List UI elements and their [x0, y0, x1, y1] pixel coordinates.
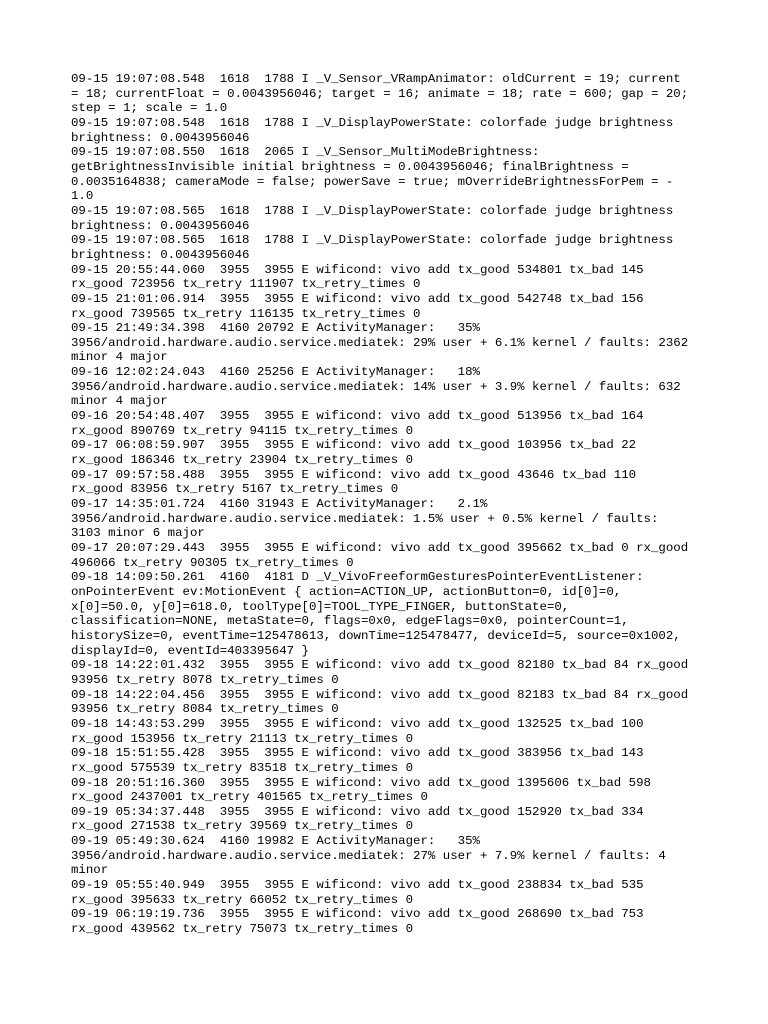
log-line: 496066 tx_retry 90305 tx_retry_times 0 — [71, 555, 354, 570]
log-line: 09-15 19:07:08.548 1618 1788 I _V_Sensor_VRampAnimator: oldCurrent = 19; current — [71, 72, 681, 86]
log-line: 09-15 20:55:44.060 3955 3955 E wificond: vivo add tx_good 534801 tx_bad 145 — [71, 262, 644, 277]
log-line: 09-15 21:49:34.398 4160 20792 E ActivityManager: 35% — [71, 321, 480, 336]
log-line: 09-17 09:57:58.488 3955 3955 E wificond: vivo add tx_good 43646 tx_bad 110 — [71, 467, 637, 482]
log-line: 93956 tx_retry 8084 tx_retry_times 0 — [71, 702, 339, 717]
log-line: rx_good 271538 tx_retry 39569 tx_retry_times 0 — [71, 819, 414, 834]
log-line: 09-19 06:19:19.736 3955 3955 E wificond: vivo add tx_good 268690 tx_bad 753 — [71, 907, 644, 922]
log-line: rx_good 890769 tx_retry 94115 tx_retry_times 0 — [71, 423, 414, 438]
log-line: rx_good 739565 tx_retry 116135 tx_retry_times 0 — [71, 306, 421, 321]
log-line: onPointerEvent ev:MotionEvent { action=ACTION_UP, actionButton=0, id[0]=0, — [71, 584, 622, 599]
log-line: 09-16 12:02:24.043 4160 25256 E ActivityManager: 18% — [71, 365, 480, 380]
log-line: minor 4 major — [71, 350, 168, 365]
log-text-document — [71, 72, 711, 937]
log-line: rx_good 439562 tx_retry 75073 tx_retry_times 0 — [71, 922, 414, 937]
log-line: brightness: 0.0043956046 — [71, 247, 250, 262]
log-line: 09-18 20:51:16.360 3955 3955 E wificond: vivo add tx_good 1395606 tx_bad 598 — [71, 775, 651, 790]
log-line: 3956/android.hardware.audio.service.mediatek: 29% user + 6.1% kernel / faults: 2362 — [71, 335, 689, 350]
log-line: 09-19 05:34:37.448 3955 3955 E wificond: vivo add tx_good 152920 tx_bad 334 — [71, 804, 644, 819]
log-line: 09-18 14:43:53.299 3955 3955 E wificond: vivo add tx_good 132525 tx_bad 100 — [71, 716, 644, 731]
log-line: 3956/android.hardware.audio.service.mediatek: 14% user + 3.9% kernel / faults: 632 — [71, 379, 681, 394]
log-line: = 18; currentFloat = 0.0043956046; target = 16; animate = 18; rate = 600; gap = 20; — [71, 86, 689, 101]
log-line: rx_good 186346 tx_retry 23904 tx_retry_times 0 — [71, 453, 414, 468]
log-line: 3103 minor 6 major — [71, 526, 205, 541]
log-line: rx_good 575539 tx_retry 83518 tx_retry_times 0 — [71, 760, 414, 775]
log-line: brightness: 0.0043956046 — [71, 218, 250, 233]
log-line: 09-19 05:49:30.624 4160 19982 E ActivityManager: 35% — [71, 834, 480, 849]
log-line: step = 1; scale = 1.0 — [71, 101, 228, 116]
log-line: minor 4 major — [71, 394, 168, 409]
log-line: 3956/android.hardware.audio.service.mediatek: 1.5% user + 0.5% kernel / faults: — [71, 511, 659, 526]
log-line: 0.0035164838; cameraMode = false; powerSave = true; mOverrideBrightnessForPem = - — [71, 174, 674, 189]
log-line: getBrightnessInvisible initial brightness = 0.0043956046; finalBrightness = — [71, 159, 629, 174]
log-line: 09-15 19:07:08.548 1618 1788 I _V_DisplayPowerState: colorfade judge brightness — [71, 115, 674, 130]
log-line: rx_good 83956 tx_retry 5167 tx_retry_times 0 — [71, 482, 399, 497]
log-line: 09-15 21:01:06.914 3955 3955 E wificond: vivo add tx_good 542748 tx_bad 156 — [71, 291, 644, 306]
log-line: 09-19 05:55:40.949 3955 3955 E wificond: vivo add tx_good 238834 tx_bad 535 — [71, 878, 644, 893]
log-line: rx_good 395633 tx_retry 66052 tx_retry_times 0 — [71, 892, 414, 907]
log-line: 09-18 15:51:55.428 3955 3955 E wificond: vivo add tx_good 383956 tx_bad 143 — [71, 746, 644, 761]
log-line: 1.0 — [71, 189, 94, 204]
log-line: brightness: 0.0043956046 — [71, 130, 250, 145]
log-line: 3956/android.hardware.audio.service.mediatek: 27% user + 7.9% kernel / faults: 4 — [71, 848, 666, 863]
log-line: minor — [71, 863, 109, 878]
log-line: displayId=0, eventId=403395647 } — [71, 643, 309, 658]
log-line: rx_good 153956 tx_retry 21113 tx_retry_times 0 — [71, 731, 414, 746]
log-line: 09-15 19:07:08.565 1618 1788 I _V_DisplayPowerState: colorfade judge brightness — [71, 233, 674, 248]
log-line: 09-18 14:22:01.432 3955 3955 E wificond: vivo add tx_good 82180 tx_bad 84 rx_good — [71, 658, 689, 673]
log-line: 09-15 19:07:08.565 1618 1788 I _V_DisplayPowerState: colorfade judge brightness — [71, 203, 674, 218]
log-line: 09-18 14:09:50.261 4160 4181 D _V_VivoFreeformGesturesPointerEventListener: — [71, 570, 644, 585]
log-line: 09-17 20:07:29.443 3955 3955 E wificond: vivo add tx_good 395662 tx_bad 0 rx_good — [71, 541, 689, 555]
log-line: 09-15 19:07:08.550 1618 2065 I _V_Sensor_MultiModeBrightness: — [71, 145, 540, 160]
log-line: 09-17 14:35:01.724 4160 31943 E ActivityManager: 2.1% — [71, 497, 488, 512]
log-line: 09-16 20:54:48.407 3955 3955 E wificond: vivo add tx_good 513956 tx_bad 164 — [71, 409, 644, 424]
log-line: historySize=0, eventTime=125478613, downTime=125478477, deviceId=5, source=0x1002, — [71, 628, 681, 643]
log-line: 09-18 14:22:04.456 3955 3955 E wificond: vivo add tx_good 82183 tx_bad 84 rx_good — [71, 687, 689, 702]
log-line: classification=NONE, metaState=0, flags=0x0, edgeFlags=0x0, pointerCount=1, — [71, 614, 629, 629]
log-line: rx_good 723956 tx_retry 111907 tx_retry_times 0 — [71, 277, 421, 292]
log-line: 93956 tx_retry 8078 tx_retry_times 0 — [71, 672, 339, 687]
log-line: x[0]=50.0, y[0]=618.0, toolType[0]=TOOL_TYPE_FINGER, buttonState=0, — [71, 599, 570, 614]
log-line: 09-17 06:08:59.907 3955 3955 E wificond: vivo add tx_good 103956 tx_bad 22 — [71, 438, 637, 453]
log-line: rx_good 2437001 tx_retry 401565 tx_retry_times 0 — [71, 790, 428, 805]
